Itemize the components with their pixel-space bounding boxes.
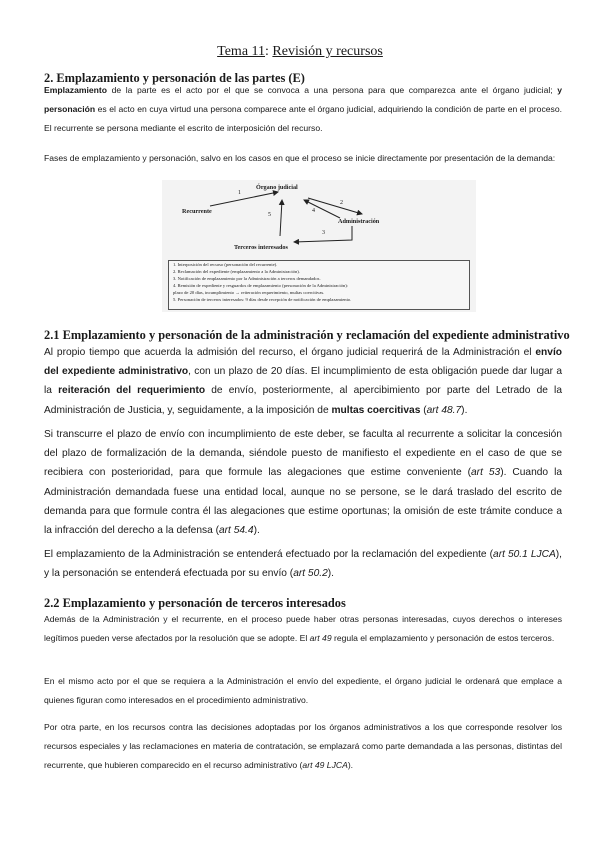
text-run: En el mismo acto por el que se requiera a la Administración el envío del expediente, el órgano judicial le ordenará que emplace a quienes figuran como interesados en el procedimiento administrativo. bbox=[44, 676, 562, 706]
text-run: es el acto en cuya virtud una persona comparece ante el órgano judicial, adquiriendo la condición de parte en el proceso. El recurrente se persona mediante el escrito de interposición del recurso. bbox=[44, 104, 562, 134]
paragraph-terceros bbox=[44, 610, 562, 648]
text-run: Si transcurre el plazo de envío con incumplimiento de este deber, se faculta al recurrente a solicitar la concesión del plazo de formalización de la demanda, siéndole puesto de manifiesto el expediente en el caso de que se recibiera con posterioridad, para que formule las alegaciones que estime conveniente ( bbox=[44, 429, 562, 479]
text-run: de la parte es el acto por el que se convoca a una persona para que comparezca ante el órgano judicial; bbox=[107, 85, 558, 95]
label-1: 1 bbox=[238, 190, 241, 196]
heading-section-2-2: 2.2 Emplazamiento y personación de terceros interesados bbox=[44, 596, 346, 610]
legend-item-4b: plazo de 20 días, incumplimiento → reiteración requerimiento, multas coercitivas. bbox=[173, 290, 325, 295]
text-run: art 49 bbox=[309, 633, 332, 644]
text-run: , con un plazo de 20 días. El incumplimiento de esta obligación puede dar lugar a la bbox=[44, 366, 562, 397]
heading-section-2: 2. Emplazamiento y personación de las partes (E) bbox=[44, 71, 305, 85]
title-separator: : bbox=[265, 44, 269, 59]
legend-item-4: 4. Remisión de expediente y resguardos de emplazamiento (personación de la Administración): bbox=[173, 283, 349, 288]
paragraph-incumplimiento bbox=[44, 425, 562, 540]
title-prefix: Tema 11 bbox=[217, 44, 266, 59]
text-run: ). bbox=[347, 760, 354, 771]
node-organo-judicial: Órgano judicial bbox=[256, 184, 298, 191]
text-run: art 53 bbox=[471, 467, 501, 479]
text-run: art 49 LJCA bbox=[302, 760, 348, 771]
text-run: El emplazamiento de la Administración se entenderá efectuado por la reclamación del expediente ( bbox=[44, 549, 494, 560]
paragraph-contratacion bbox=[44, 718, 562, 776]
diagram-emplazamiento bbox=[162, 180, 476, 312]
paragraph-mismo-acto bbox=[44, 672, 562, 710]
text-run: multas coercitivas bbox=[331, 404, 421, 416]
text-run: envío del expediente administrativo bbox=[44, 347, 562, 378]
text-run: Además de la Administración y el recurrente, en el proceso puede haber otras personas interesadas, cuyos derechos o intereses legítimos pueden verse afectados por la resolución que se adopte. El bbox=[44, 614, 562, 644]
node-recurrente: Recurrente bbox=[182, 208, 212, 215]
arrow-1 bbox=[210, 192, 278, 206]
paragraph-envio-expediente bbox=[44, 343, 562, 420]
label-2: 2 bbox=[340, 200, 343, 206]
text-run: art 50.1 LJCA bbox=[493, 549, 556, 560]
legend-item-3: 3. Notificación de emplazamiento por la Administración a terceros demandados. bbox=[173, 276, 321, 281]
paragraph-emplazamiento-definicion bbox=[44, 81, 562, 139]
label-5: 5 bbox=[268, 212, 271, 218]
text-run: ). Cuando la Administración demandada fuese una entidad local, aunque no se persone, se le dará traslado del escrito de demanda para que formule contra él las alegaciones que estime oportunas; la omisión de este trámite conduce a la infracción del derecho a la defensa ( bbox=[44, 467, 563, 537]
diagram-legend bbox=[168, 260, 470, 310]
arrow-5 bbox=[280, 200, 282, 236]
node-terceros: Terceros interesados bbox=[234, 244, 288, 251]
text-run: reiteración del requerimiento bbox=[58, 385, 206, 397]
diagram-arrows bbox=[162, 180, 476, 260]
label-3: 3 bbox=[322, 230, 325, 236]
text-run: Al propio tiempo que acuerda la admisión del recurso, el órgano judicial requerirá de la Administración el bbox=[44, 347, 536, 358]
text-run: ). bbox=[327, 568, 334, 580]
label-4: 4 bbox=[312, 208, 315, 214]
heading-section-2-1: 2.1 Emplazamiento y personación de la administración y reclamación del expediente administrativo bbox=[44, 328, 570, 342]
page-title bbox=[0, 44, 600, 60]
title-text: Revisión y recursos bbox=[272, 44, 383, 59]
text-run: ( bbox=[420, 404, 427, 416]
paragraph-fases: Fases de emplazamiento y personación, salvo en los casos en que el proceso se inicie directamente por presentación de la demanda: bbox=[44, 153, 556, 163]
text-run: art 54.4 bbox=[219, 525, 254, 537]
legend-item-1: 1. Interposición del recurso (personación del recurrente). bbox=[173, 262, 278, 267]
legend-item-2: 2. Reclamación del expediente (emplazamiento a la Administración). bbox=[173, 269, 300, 274]
text-run: y personación bbox=[44, 85, 562, 115]
text-run: art 48.7 bbox=[426, 404, 462, 416]
text-run: Emplazamiento bbox=[44, 85, 108, 95]
text-run: Por otra parte, en los recursos contra las decisiones adoptadas por los órganos administrativos a los que corresponde resolver los recursos especiales y las reclamaciones en materia de contratación, se emplazará como parte demandada a las personas, distintas del recurrente, que hubieren comparecido en el recurso administrativo ( bbox=[44, 722, 562, 771]
text-run: de envío, posteriormente, al apercibimiento por parte del Letrado de la Administración de Justicia, y, seguidamente, a la imposición de bbox=[44, 385, 562, 416]
node-administracion: Administración bbox=[338, 218, 380, 225]
legend-item-5: 5. Personación de terceros interesados: 9 días desde recepción de notificación de emplazamiento. bbox=[173, 297, 352, 302]
text-run: regula el emplazamiento y personación de estos terceros. bbox=[331, 633, 555, 644]
text-run: ), y la personación se entenderá efectuada por su envío ( bbox=[44, 549, 562, 580]
text-run: art 50.2 bbox=[293, 568, 328, 580]
arrow-4 bbox=[304, 200, 340, 218]
text-run: ). bbox=[253, 525, 260, 537]
paragraph-efectos bbox=[44, 545, 562, 583]
text-run: ). bbox=[461, 404, 468, 416]
